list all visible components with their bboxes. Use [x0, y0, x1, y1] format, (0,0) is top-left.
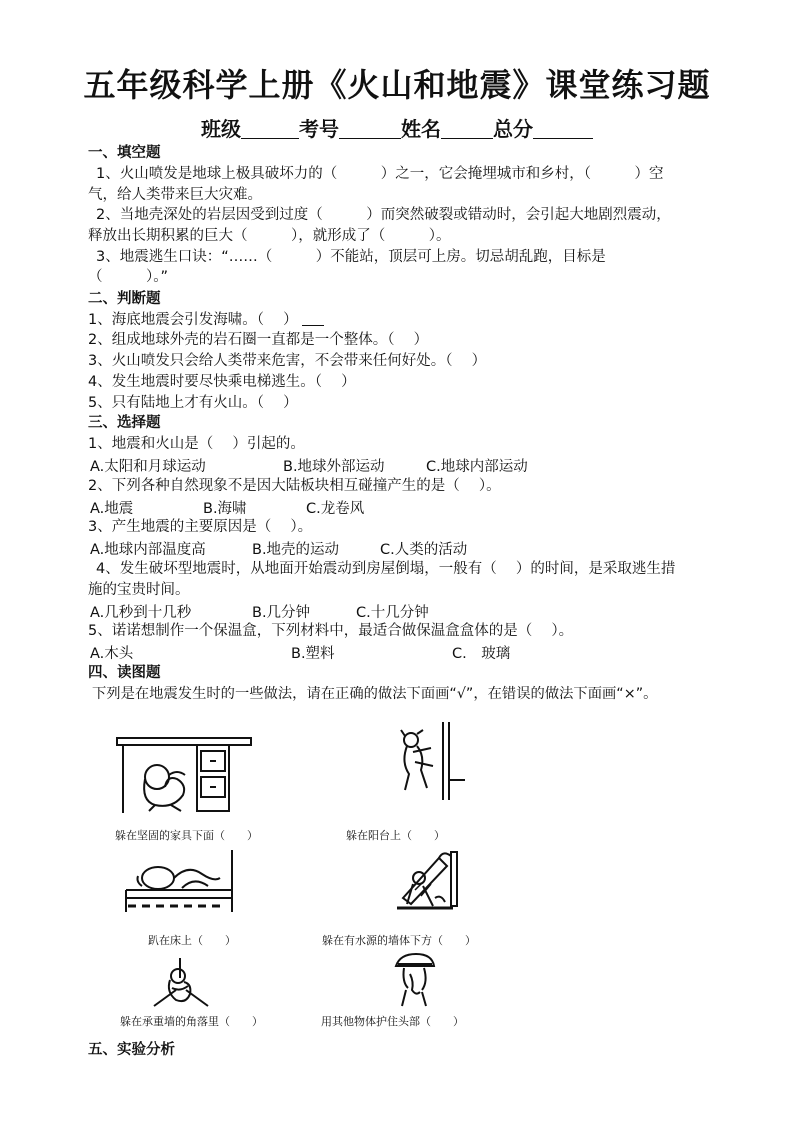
section-true-false: 二、判断题 — [88, 291, 161, 307]
fill-q2-line2: 释放出长期积累的巨大（ ），就形成了（ ）。 — [88, 228, 451, 244]
judge-q1-text: 1、海底地震会引发海啸。（ ） — [88, 312, 298, 328]
section-multiple-choice: 三、选择题 — [88, 415, 161, 431]
choice-q2-option-c: C.龙卷风 — [306, 501, 365, 517]
choice-q1-option-b: B.地球外部运动 — [283, 459, 385, 475]
picture-instruction: 下列是在地震发生时的一些做法，请在正确的做法下面画“√”，在错误的做法下面画“×”。 — [92, 686, 658, 702]
choice-q2: 2、下列各种自然现象不是因大陆板块相互碰撞产生的是（ ）。 — [88, 478, 501, 494]
choice-q4-line1: 4、发生破坏型地震时，从地面开始震动到房屋倒塌，一般有（ ）的时间，是采取逃生措 — [96, 561, 676, 577]
choice-q2-option-b: B.海啸 — [203, 501, 247, 517]
number-label: 考号 — [299, 117, 339, 141]
fill-q1-line1: 1、火山喷发是地球上极具破坏力的（ ）之一，它会掩埋城市和乡村，（ ）空 — [96, 166, 664, 182]
choice-q1-option-c: C.地球内部运动 — [426, 459, 528, 475]
choice-q5-option-a: A.木头 — [90, 646, 134, 662]
number-blank[interactable] — [339, 120, 401, 139]
judge-q4: 4、发生地震时要尽快乘电梯逃生。（ ） — [88, 374, 356, 390]
caption-wall-corner: 躲在承重墙的角落里（ ） — [120, 1015, 263, 1028]
protect-head-illustration — [392, 952, 438, 1008]
section-picture-reading: 四、读图题 — [88, 665, 161, 681]
choice-q3: 3、产生地震的主要原因是（ ）。 — [88, 519, 313, 535]
choice-q1-option-a: A.太阳和月球运动 — [90, 459, 206, 475]
fill-q3-line1: 3、地震逃生口诀：“……（ ）不能站，顶层可上房。切忌胡乱跑，目标是 — [96, 249, 606, 265]
name-blank[interactable] — [441, 120, 493, 139]
fill-q2-line1: 2、当地壳深处的岩层因受到过度（ ）而突然破裂或错动时，会引起大地剧烈震动， — [96, 207, 671, 223]
fill-q3-line2: （ ）。” — [88, 269, 169, 285]
judge-q3: 3、火山喷发只会给人类带来危害，不会带来任何好处。（ ） — [88, 353, 487, 369]
caption-on-bed: 趴在床上（ ） — [148, 934, 236, 947]
section-experiment-analysis: 五、实验分析 — [88, 1042, 175, 1058]
class-label: 班级 — [201, 117, 241, 141]
class-blank[interactable] — [241, 120, 299, 139]
corner-load-bearing-wall-illustration — [152, 958, 210, 1008]
choice-q3-option-c: C.人类的活动 — [380, 542, 468, 558]
caption-under-desk: 躲在坚固的家具下面（ ） — [115, 829, 258, 842]
section-fill-blank: 一、填空题 — [88, 145, 161, 161]
choice-q5: 5、诺诺想制作一个保温盒，下列材料中，最适合做保温盒盒体的是（ ）。 — [88, 623, 574, 639]
score-blank[interactable] — [533, 120, 593, 139]
choice-q3-option-a: A.地球内部温度高 — [90, 542, 206, 558]
student-info-line — [0, 113, 794, 142]
score-label: 总分 — [493, 117, 533, 141]
under-water-wall-illustration — [393, 848, 463, 914]
choice-q4-option-c: C.十几分钟 — [356, 605, 429, 621]
judge-q1-underline — [302, 312, 324, 326]
choice-q4-option-b: B.几分钟 — [252, 605, 311, 621]
fill-q1-line2: 气，给人类带来巨大灾难。 — [88, 187, 262, 203]
caption-on-balcony: 躲在阳台上（ ） — [346, 829, 445, 842]
hide-on-balcony-illustration — [395, 722, 467, 802]
choice-q4-option-a: A.几秒到十几秒 — [90, 605, 192, 621]
judge-q1 — [88, 310, 748, 331]
choice-q1: 1、地震和火山是（ ）引起的。 — [88, 436, 305, 452]
hide-under-desk-illustration — [115, 735, 255, 817]
judge-q5: 5、只有陆地上才有火山。（ ） — [88, 395, 298, 411]
choice-q3-option-b: B.地壳的运动 — [252, 542, 340, 558]
name-label: 姓名 — [401, 117, 441, 141]
page-title: 五年级科学上册《火山和地震》课堂练习题 — [83, 66, 711, 104]
caption-protect-head: 用其他物体护住头部（ ） — [321, 1015, 464, 1028]
lie-on-bed-illustration — [122, 848, 238, 914]
choice-q4-line2: 施的宝贵时间。 — [88, 582, 190, 598]
judge-q2: 2、组成地球外壳的岩石圈一直都是一个整体。（ ） — [88, 332, 429, 348]
choice-q2-option-a: A.地震 — [90, 501, 134, 517]
choice-q5-option-c: C. 玻璃 — [452, 646, 511, 662]
caption-under-water-wall: 躲在有水源的墙体下方（ ） — [322, 934, 476, 947]
choice-q5-option-b: B.塑料 — [291, 646, 335, 662]
